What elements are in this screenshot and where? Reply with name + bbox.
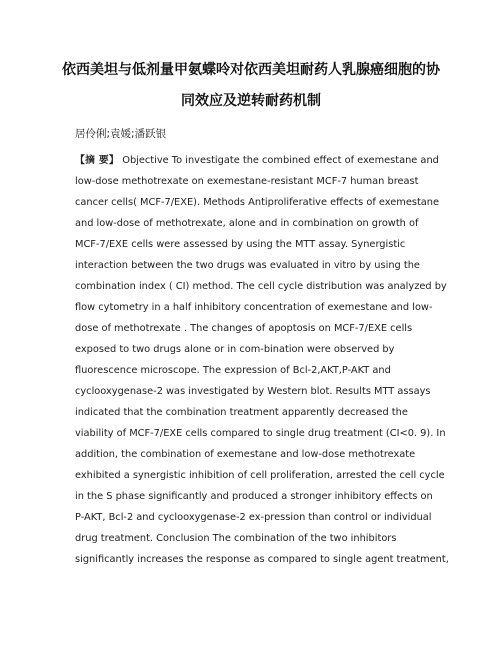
abstract-line: fluorescence microscope. The expression of Bcl-2,AKT,P-AKT and <box>75 365 391 376</box>
abstract-body <box>75 150 449 570</box>
abstract-label: 【摘 要】 <box>75 155 120 166</box>
abstract-line: drug treatment. Conclusion The combination of the two inhibitors <box>75 533 397 544</box>
abstract-line: flow cytometry in a half inhibitory concentration of exemestane and low- <box>75 302 433 313</box>
abstract-line: interaction between the two drugs was evaluated in vitro by using the <box>75 260 420 271</box>
article-authors: 居伶俐;袁媛;潘跃银 <box>75 128 167 140</box>
abstract-line: indicated that the combination treatment apparently decreased the <box>75 407 408 418</box>
article-title-line-1: 依西美坦与低剂量甲氨蝶呤对依西美坦耐药人乳腺癌细胞的协 <box>62 62 440 78</box>
abstract-line: and low-dose of methotrexate, alone and in combination on growth of <box>75 218 419 229</box>
abstract-line: dose of methotrexate . The changes of apoptosis on MCF-7/EXE cells <box>75 323 413 334</box>
article-title-line-2: 同效应及逆转耐药机制 <box>181 93 321 109</box>
abstract-line: MCF-7/EXE cells were assessed by using the MTT assay. Synergistic <box>75 239 406 250</box>
abstract-line: exhibited a synergistic inhibition of cell proliferation, arrested the cell cycle <box>75 470 445 481</box>
abstract-line: combination index ( CI) method. The cell cycle distribution was analyzed by <box>75 281 447 292</box>
abstract-line: addition, the combination of exemestane and low-dose methotrexate <box>75 449 416 460</box>
abstract-line: in the S phase significantly and produced a stronger inhibitory effects on <box>75 491 433 502</box>
abstract-line: P-AKT, Bcl-2 and cyclooxygenase-2 ex-pression than control or individual <box>75 512 432 523</box>
abstract-line: viability of MCF-7/EXE cells compared to single drug treatment (CI<0. 9). In <box>75 428 446 439</box>
abstract-line: cancer cells( MCF-7/EXE). Methods Antiproliferative effects of exemestane <box>75 197 440 208</box>
abstract-line: exposed to two drugs alone or in com-bination were observed by <box>75 344 395 355</box>
abstract-line: cyclooxygenase-2 was investigated by Western blot. Results MTT assays <box>75 386 431 397</box>
abstract-text: Objective To investigate the combined effect of exemestane and <box>122 155 439 166</box>
abstract-line: significantly increases the response as compared to single agent treatment, <box>75 554 449 565</box>
abstract-line: low-dose methotrexate on exemestane-resistant MCF-7 human breast <box>75 176 419 187</box>
abstract-line <box>75 150 437 171</box>
